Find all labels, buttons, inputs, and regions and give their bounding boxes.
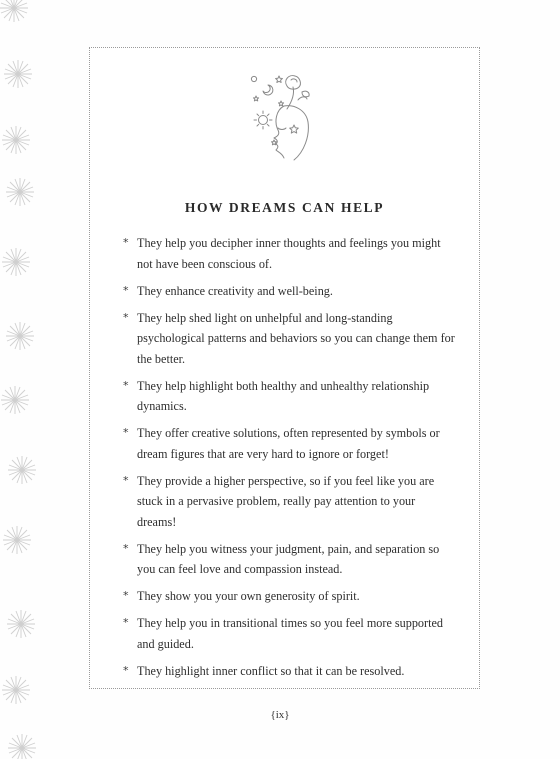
bullet-icon: * <box>123 541 129 555</box>
bullet-icon: * <box>123 236 129 249</box>
bullet-icon: * <box>123 378 129 392</box>
bullet-icon: * <box>123 310 129 324</box>
list-item-text: They help shed light on unhelpful and long-standing psychological patterns and behaviors so you can change them for the better. <box>137 310 455 366</box>
dreaming-face-emblem-icon <box>246 70 322 166</box>
bullet-icon: * <box>123 616 129 629</box>
bullet-icon: * <box>123 589 129 602</box>
list-item <box>121 661 457 682</box>
section-title: HOW DREAMS CAN HELP <box>184 200 385 215</box>
list-item-text: They highlight inner conflict so that it can be resolved. <box>137 663 405 678</box>
list-item <box>121 308 457 370</box>
list-item-text: They help you in transitional times so you feel more supported and guided. <box>137 616 443 651</box>
list-item <box>121 586 457 607</box>
page-number: {ix} <box>270 709 290 721</box>
list-item <box>121 539 457 580</box>
list-item-text: They offer creative solutions, often represented by symbols or dream figures that are very hard to ignore or forget! <box>137 426 440 461</box>
list-item-text: They help highlight both healthy and unhealthy relationship dynamics. <box>137 378 430 413</box>
list-item-text: They enhance creativity and well-being. <box>137 283 333 298</box>
list-item <box>121 376 457 417</box>
list-item <box>121 471 457 533</box>
list-item-text: They provide a higher perspective, so if you feel like you are stuck in a pervasive problem, really pay attention to your dreams! <box>137 473 435 529</box>
list-item <box>121 281 457 302</box>
benefits-list <box>121 233 457 688</box>
list-item-text: They help you witness your judgment, pain, and separation so you can feel love and compassion instead. <box>137 541 440 576</box>
bullet-icon: * <box>123 426 129 439</box>
list-item <box>121 233 457 274</box>
list-item <box>121 423 457 464</box>
bullet-icon: * <box>123 283 129 297</box>
list-item-text: They show you your own generosity of spirit. <box>137 589 360 603</box>
bullet-icon: * <box>123 473 129 487</box>
list-item-text: They help you decipher inner thoughts and feelings you might not have been conscious of. <box>137 236 441 271</box>
list-item <box>121 613 457 654</box>
bullet-icon: * <box>123 663 129 677</box>
